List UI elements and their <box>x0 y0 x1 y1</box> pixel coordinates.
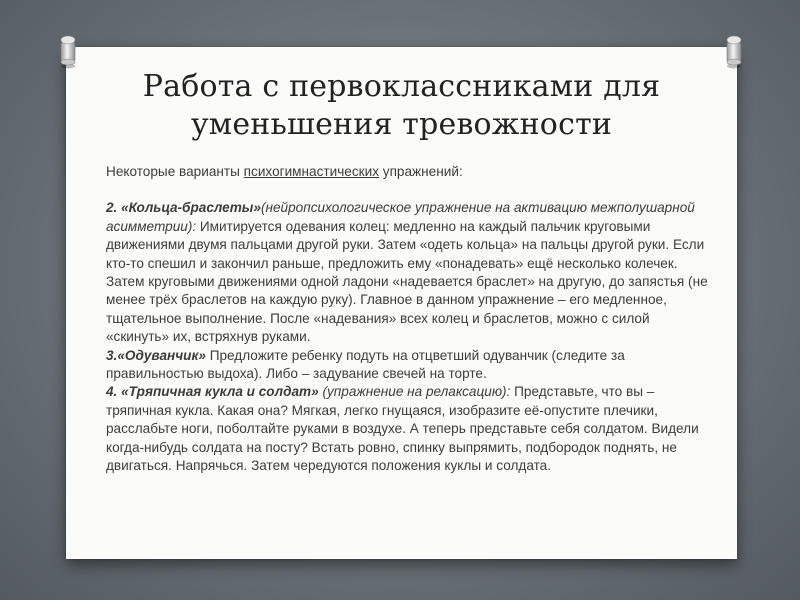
exercise-2-body: Имитируется одевания колец: медленно на каждый пальчик круговыми движениями двумя пальцами другой руки. Затем «одеть кольца» на пальцы другой руки. Если кто-то спешил и закончил раньше, предложить ему «понадевать» ещё несколько колечек. Затем круговыми движениями одной ладони «надевается браслет» на другую, до запястья (не менее трёх браслетов на каждую руку). Главное в данном упражнение – его медленное, тщательное выполнение. После «надевания» всех колец и браслетов, можно с силой «скинуть» их, встряхнув руками. <box>106 218 708 345</box>
intro-underlined-term: психогимнастических <box>243 164 379 179</box>
intro-before: Некоторые варианты <box>106 164 244 179</box>
intro-paragraph <box>106 163 710 181</box>
exercise-3 <box>106 347 710 384</box>
pushpin-icon <box>721 30 747 70</box>
exercise-4-heading: 4. «Тряпичная кукла и солдат» <box>106 384 319 400</box>
slide-body <box>106 163 710 476</box>
title-line-2: уменьшения тревожности <box>190 107 613 142</box>
exercise-2-heading: 2. «Кольца-браслеты» <box>106 200 261 216</box>
exercise-3-body: Предложите ребенку подуть на отцветший одуванчик (следите за правильностью выдоха). Либо – задувание свечей на торте. <box>106 347 625 382</box>
exercise-4-body: Представьте, что вы – тряпичная кукла. Какая она? Мягкая, легко гнущаяся, изобразите её-опустите плечики, расслабьте ноги, поболтайте руками в воздухе. А теперь представьте себя солдатом. Видели когда-нибудь солдата на посту? Встать ровно, спинку выпрямить, подбородок поднять, не двигаться. Напрячься. Затем чередуются положения куклы и солдата. <box>106 384 699 474</box>
exercise-4 <box>106 383 710 475</box>
exercise-4-subtitle: (упражнение на релаксацию): <box>318 384 511 400</box>
exercise-2 <box>106 199 710 346</box>
exercise-3-heading: 3.«Одуванчик» <box>106 347 206 363</box>
intro-after: упражнений: <box>379 164 463 179</box>
pushpin-icon <box>55 30 81 70</box>
slide-title <box>66 68 737 144</box>
title-line-1: Работа с первоклассниками для <box>142 69 661 104</box>
exercise-2-subtitle: (нейропсихологическое упражнение на активацию межполушарной асимметрии): <box>106 200 695 234</box>
